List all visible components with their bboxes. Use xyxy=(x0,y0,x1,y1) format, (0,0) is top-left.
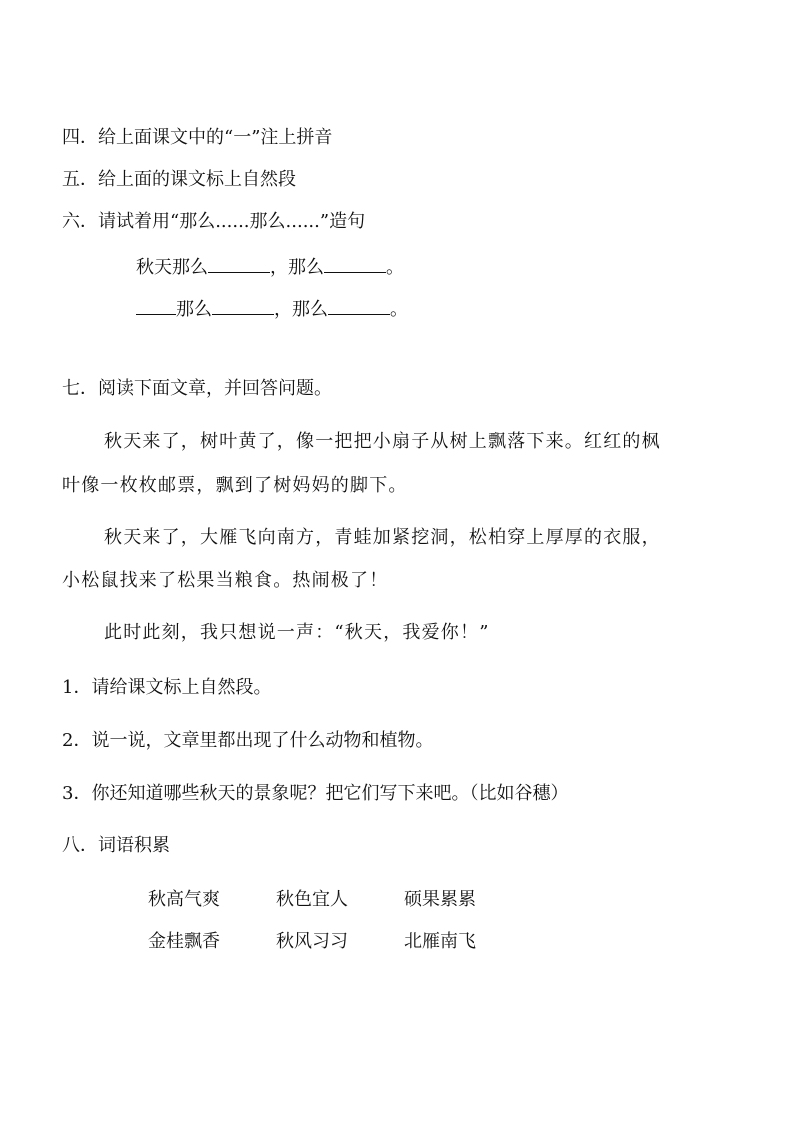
passage-paragraph-3: 此时此刻，我只想说一声：“秋天，我爱你！” xyxy=(104,622,490,643)
question-8-title: 八．词语积累 xyxy=(62,835,170,856)
subquestion-1: 1．请给课文标上自然段。 xyxy=(62,677,272,698)
question-4: 四．给上面课文中的“一”注上拼音 xyxy=(62,127,333,148)
sentence-1-middle: ，那么 xyxy=(270,257,324,278)
subquestion-3: 3．你还知道哪些秋天的景象呢？把它们写下来吧。（比如谷穗） xyxy=(62,783,569,804)
passage-paragraph-1-line-2: 叶像一枚枚邮票，飘到了树妈妈的脚下。 xyxy=(62,475,408,496)
vocab-word: 硕果累累 xyxy=(404,889,476,910)
question-5: 五．给上面的课文标上自然段 xyxy=(62,169,296,190)
sentence-1-start: 秋天那么 xyxy=(136,257,208,278)
answer-blank[interactable] xyxy=(324,254,386,273)
answer-blank[interactable] xyxy=(208,254,270,273)
passage-paragraph-2-line-1: 秋天来了，大雁飞向南方，青蛙加紧挖洞，松柏穿上厚厚的衣服， xyxy=(104,527,661,548)
vocab-word: 秋风习习 xyxy=(276,931,348,952)
answer-blank[interactable] xyxy=(328,296,390,315)
sentence-2-end: 。 xyxy=(390,299,408,320)
sentence-2-middle: ，那么 xyxy=(274,299,328,320)
passage-paragraph-1-line-1: 秋天来了，树叶黄了，像一把把小扇子从树上飘落下来。红红的枫 xyxy=(104,431,661,452)
passage-paragraph-2-line-2: 小松鼠找来了松果当粮食。热闹极了！ xyxy=(62,570,389,591)
sentence-1-end: 。 xyxy=(386,257,404,278)
sentence-line-2 xyxy=(136,296,408,322)
subquestion-2: 2．说一说，文章里都出现了什么动物和植物。 xyxy=(62,730,434,751)
answer-blank[interactable] xyxy=(136,296,176,315)
vocab-word: 秋高气爽 xyxy=(148,889,220,910)
sentence-2-start: 那么 xyxy=(176,299,212,320)
vocab-word: 金桂飘香 xyxy=(148,931,220,952)
sentence-line-1 xyxy=(136,254,404,280)
vocab-word: 北雁南飞 xyxy=(404,931,476,952)
answer-blank[interactable] xyxy=(212,296,274,315)
vocab-word: 秋色宜人 xyxy=(276,889,348,910)
question-6-title: 六．请试着用“那么......那么......”造句 xyxy=(62,211,366,232)
question-7-title: 七．阅读下面文章，并回答问题。 xyxy=(62,378,332,399)
